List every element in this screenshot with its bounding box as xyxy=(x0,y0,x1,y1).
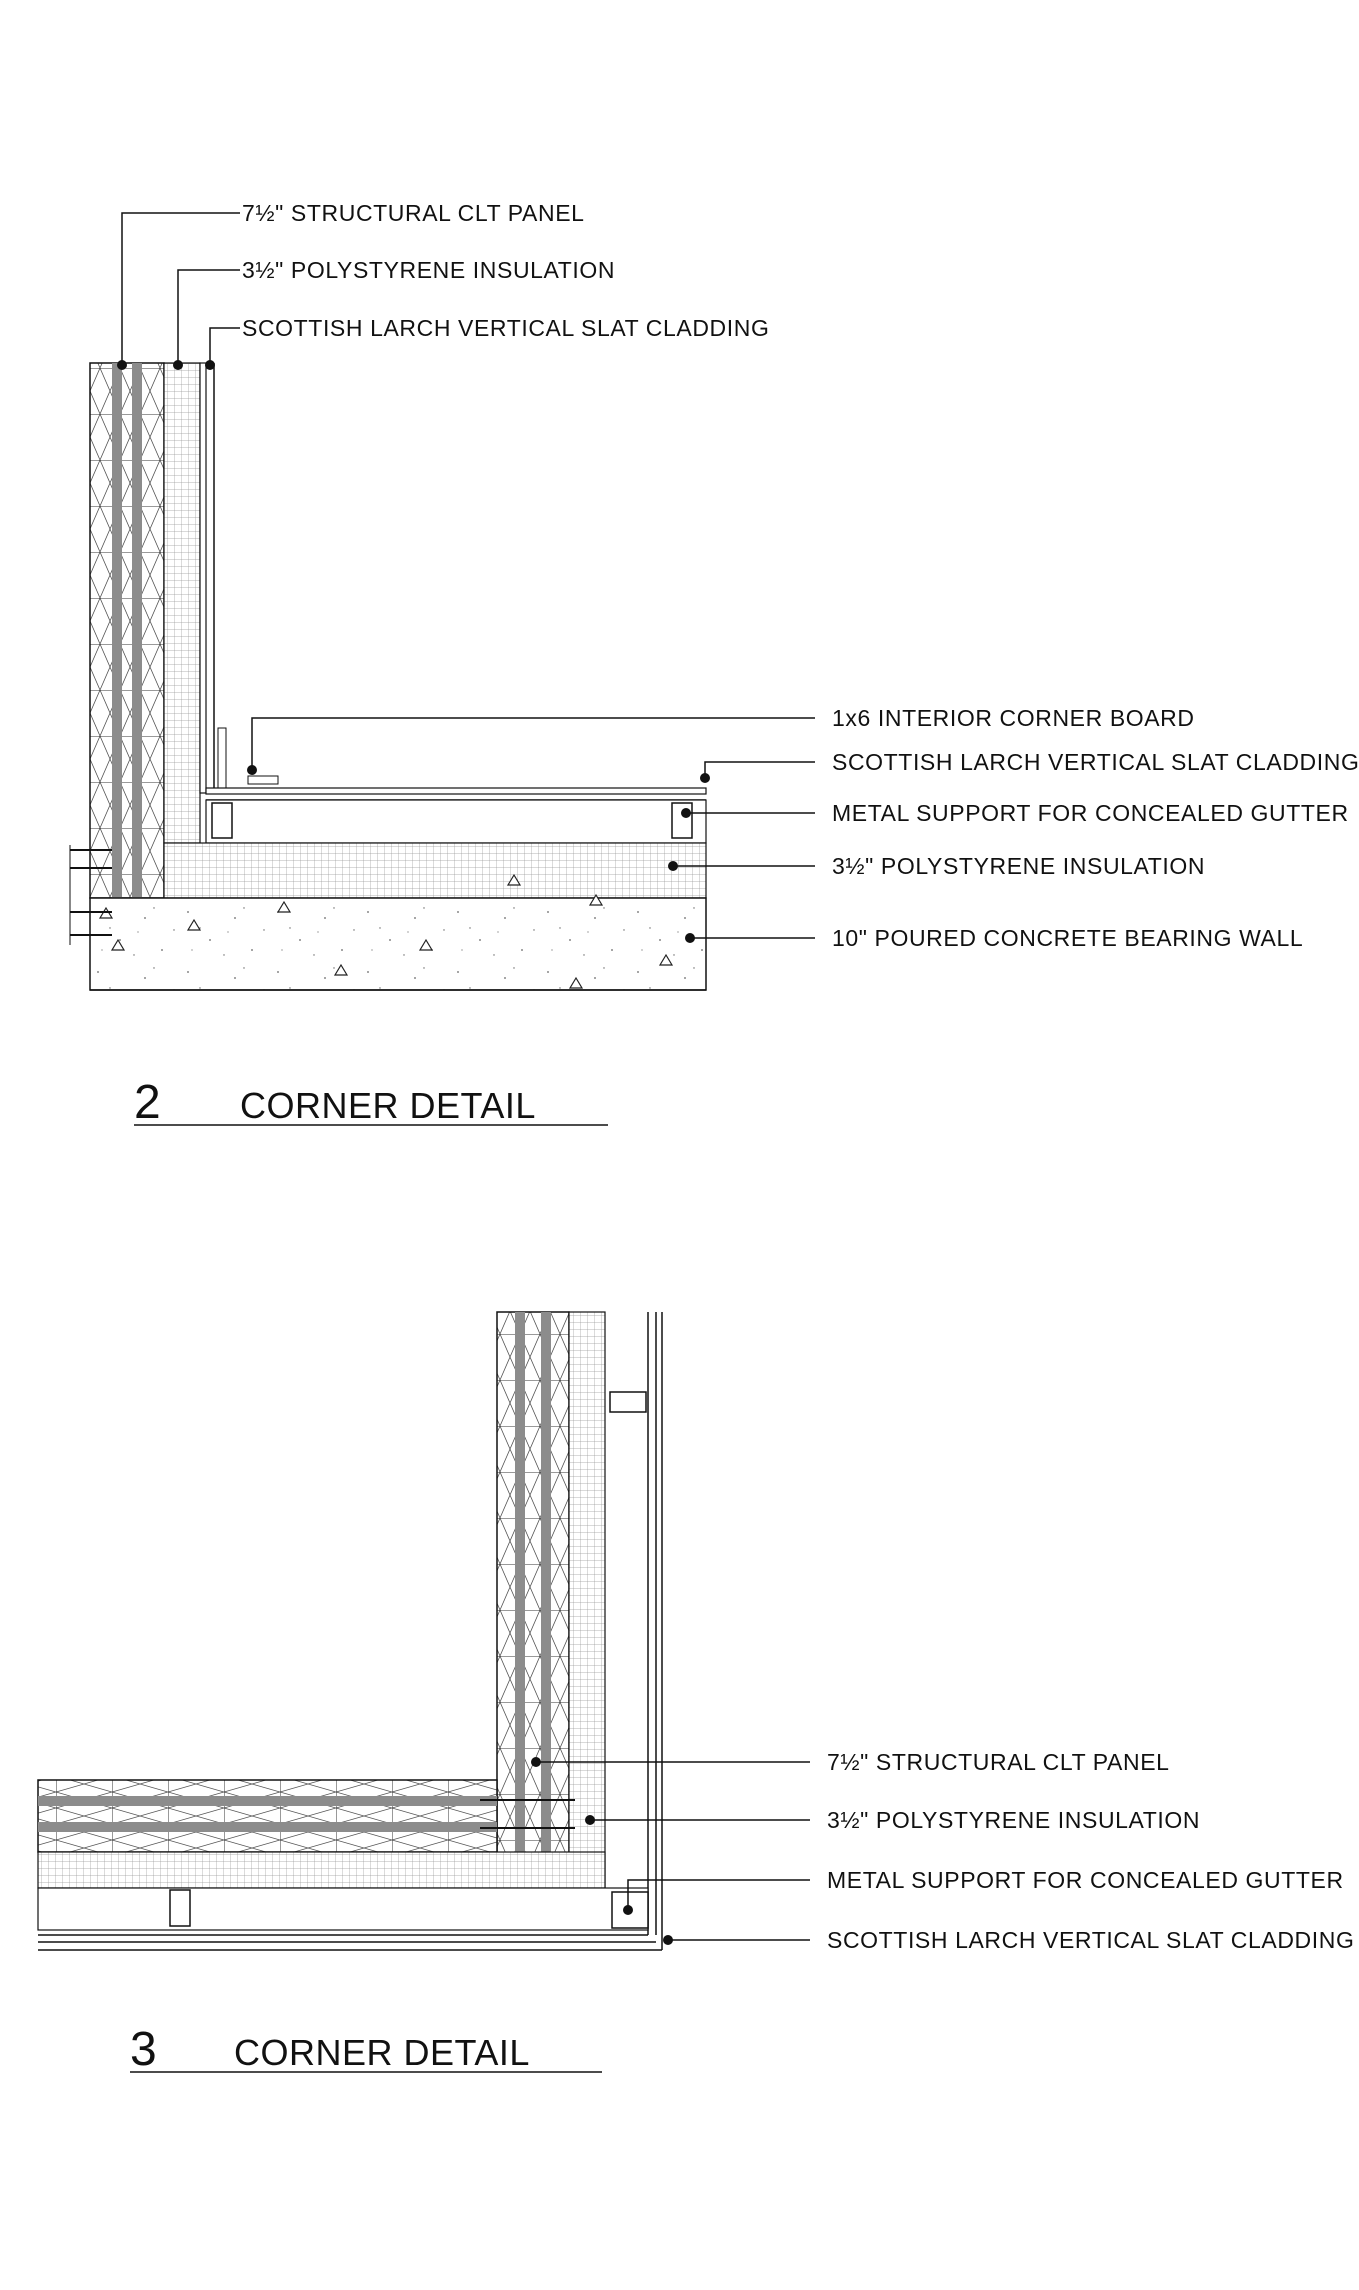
clt-core-layer xyxy=(132,363,142,898)
detail-2-title: CORNER DETAIL xyxy=(240,1085,536,1126)
label-cladding: SCOTTISH LARCH VERTICAL SLAT CLADDING xyxy=(827,1927,1355,1953)
clt-panel-horizontal xyxy=(38,1780,497,1852)
label-concrete-wall: 10" POURED CONCRETE BEARING WALL xyxy=(832,925,1304,951)
gutter-support-bracket xyxy=(170,1890,190,1926)
cladding-horizontal xyxy=(206,788,706,794)
concrete-bearing-wall xyxy=(90,898,706,990)
cladding-vertical xyxy=(200,363,206,793)
label-clt-panel: 7½" STRUCTURAL CLT PANEL xyxy=(242,200,585,226)
corner-board xyxy=(248,776,278,784)
detail-3-drawing xyxy=(38,1312,662,1950)
insulation-vertical xyxy=(164,363,200,843)
label-cladding-right: SCOTTISH LARCH VERTICAL SLAT CLADDING xyxy=(832,749,1359,775)
clt-core-layer xyxy=(112,363,122,898)
label-insulation: 3½" POLYSTYRENE INSULATION xyxy=(827,1807,1201,1833)
clt-panel-vertical xyxy=(90,363,164,898)
gutter-support-bracket xyxy=(610,1392,646,1412)
detail-3-title: CORNER DETAIL xyxy=(234,2032,530,2073)
label-insulation-top: 3½" POLYSTYRENE INSULATION xyxy=(242,257,616,283)
label-corner-board: 1x6 INTERIOR CORNER BOARD xyxy=(832,705,1195,731)
label-gutter-support: METAL SUPPORT FOR CONCEALED GUTTER xyxy=(827,1867,1344,1893)
detail-2-drawing xyxy=(70,363,706,990)
gutter-support-bracket xyxy=(212,803,232,838)
label-cladding-top: SCOTTISH LARCH VERTICAL SLAT CLADDING xyxy=(242,315,770,341)
label-clt-panel: 7½" STRUCTURAL CLT PANEL xyxy=(827,1749,1170,1775)
detail-2-number: 2 xyxy=(134,1076,161,1129)
gutter-support-bracket xyxy=(672,803,692,838)
label-insulation-right: 3½" POLYSTYRENE INSULATION xyxy=(832,853,1206,879)
label-gutter-support: METAL SUPPORT FOR CONCEALED GUTTER xyxy=(832,800,1349,826)
detail-3-number: 3 xyxy=(130,2023,157,2076)
insulation-horizontal xyxy=(38,1852,605,1888)
insulation-horizontal xyxy=(164,843,706,898)
